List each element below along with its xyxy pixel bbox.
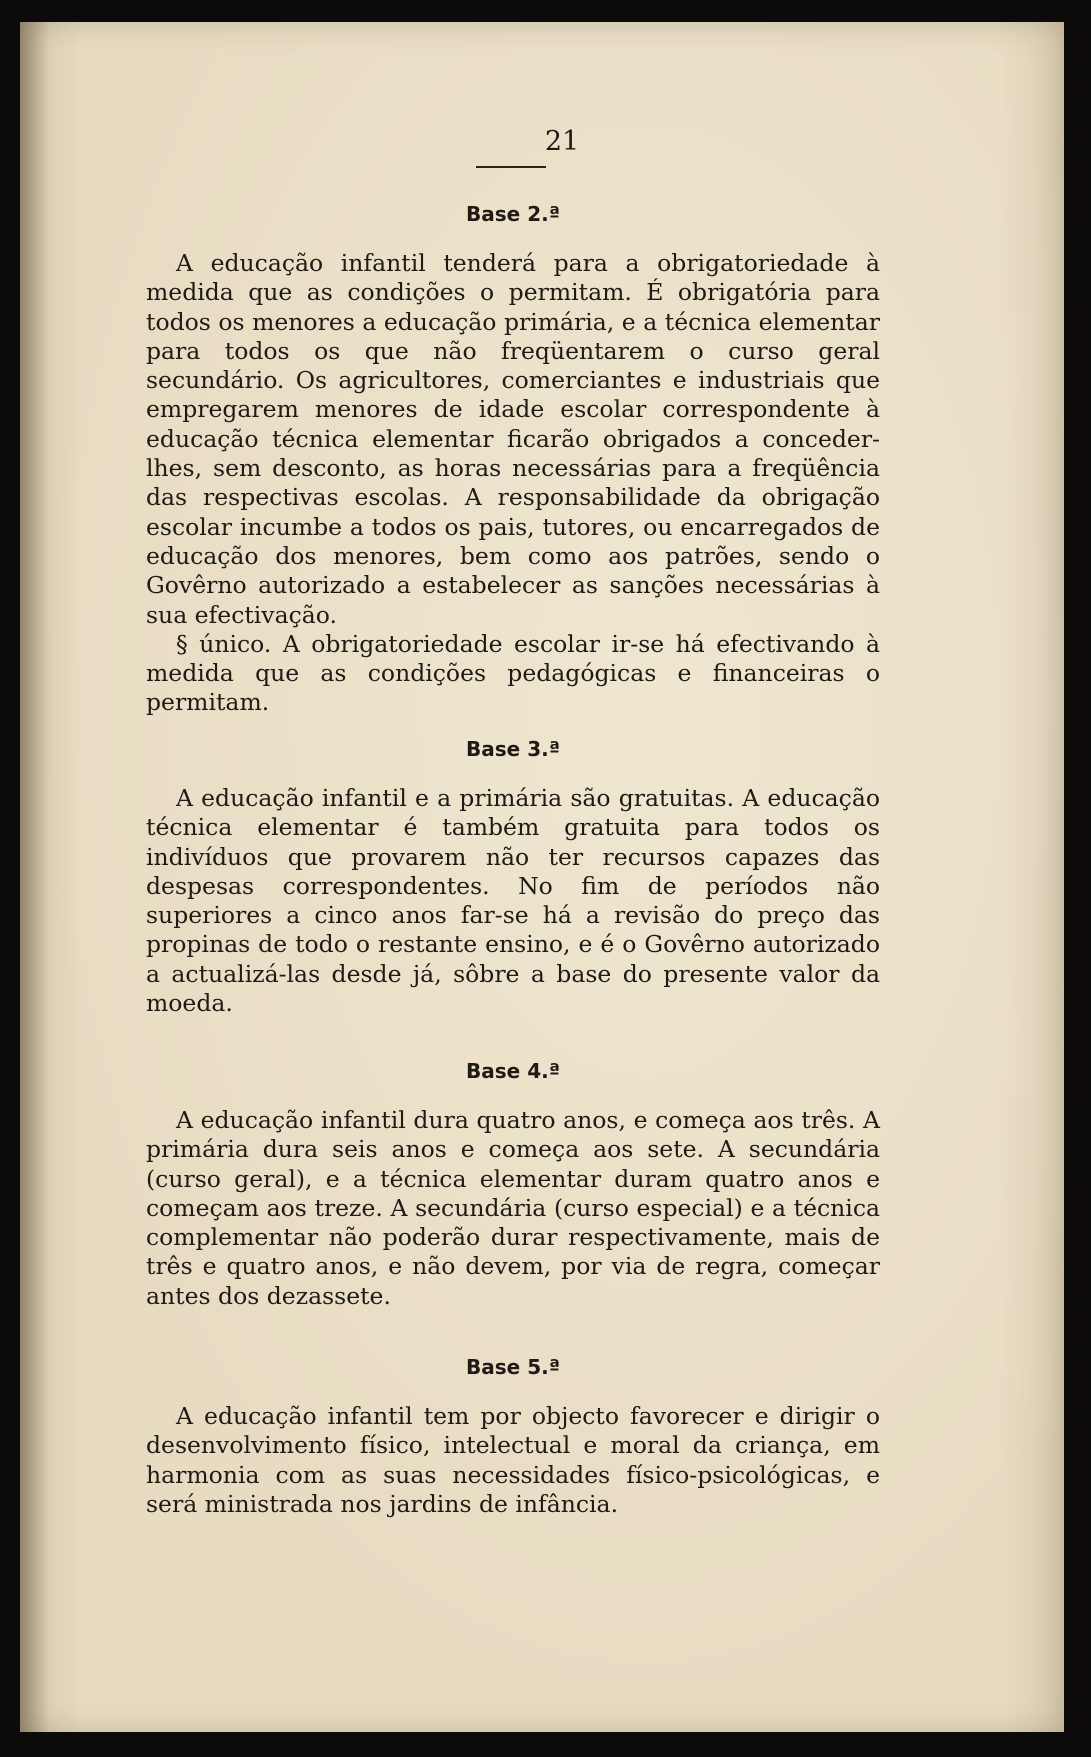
section-heading-base-3: Base 3.ª	[466, 737, 560, 761]
header-rule	[476, 166, 546, 168]
section-body-base-3	[146, 784, 880, 1018]
section-heading-base-4: Base 4.ª	[466, 1059, 560, 1083]
paragraph: A educação infantil e a primária são gratuitas. A educação técnica elementar é também gratuita para todos os indivíduos que provarem não ter recursos capazes das despesas correspondentes. No fim de períodos não superiores a cinco anos far-se há a revisão do preço das propinas de todo o restante ensino, e é o Govêrno autorizado a actualizá-las desde já, sôbre a base do presente valor da moeda.	[146, 784, 880, 1018]
section-body-base-4	[146, 1106, 880, 1311]
paragraph: § único. A obrigatoriedade escolar ir-se há efectivando à medida que as condições pedagógicas e financeiras o permitam.	[146, 629, 880, 717]
paragraph: A educação infantil tenderá para a obrigatoriedade à medida que as condições o permitam. É obrigatória para todos os menores a educação primária, e a técnica elementar para todos os que não freqüentarem o curso geral secundário. Os agricultores, comerciantes e industriais que empregarem menores de idade escolar correspondente à educação técnica elementar ficarão obrigados a conceder-lhes, sem desconto, as horas necessárias para a freqüência das respectivas escolas. A responsabilidade da obrigação escolar incumbe a todos os pais, tutores, ou encarregados de educação dos menores, bem como aos patrões, sendo o Govêrno autorizado a estabelecer as sanções necessárias à sua efectivação.	[146, 249, 880, 629]
page-number: 21	[544, 126, 580, 157]
section-body-base-2	[146, 249, 880, 718]
page-spine-shadow	[20, 22, 50, 1732]
section-heading-base-2: Base 2.ª	[466, 202, 560, 226]
section-body-base-5	[146, 1402, 880, 1519]
paragraph: A educação infantil tem por objecto favorecer e dirigir o desenvolvimento físico, intelectual e moral da criança, em harmonia com as suas necessidades físico-psicológicas, e será ministrada nos jardins de infância.	[146, 1402, 880, 1518]
paragraph: A educação infantil dura quatro anos, e começa aos três. A primária dura seis anos e começa aos sete. A secundária (curso geral), e a técnica elementar duram quatro anos e começam aos treze. A secundária (curso especial) e a técnica complementar não poderão durar respectivamente, mais de três e quatro anos, e não devem, por via de regra, começar antes dos dezassete.	[146, 1106, 880, 1310]
section-heading-base-5: Base 5.ª	[466, 1355, 560, 1379]
